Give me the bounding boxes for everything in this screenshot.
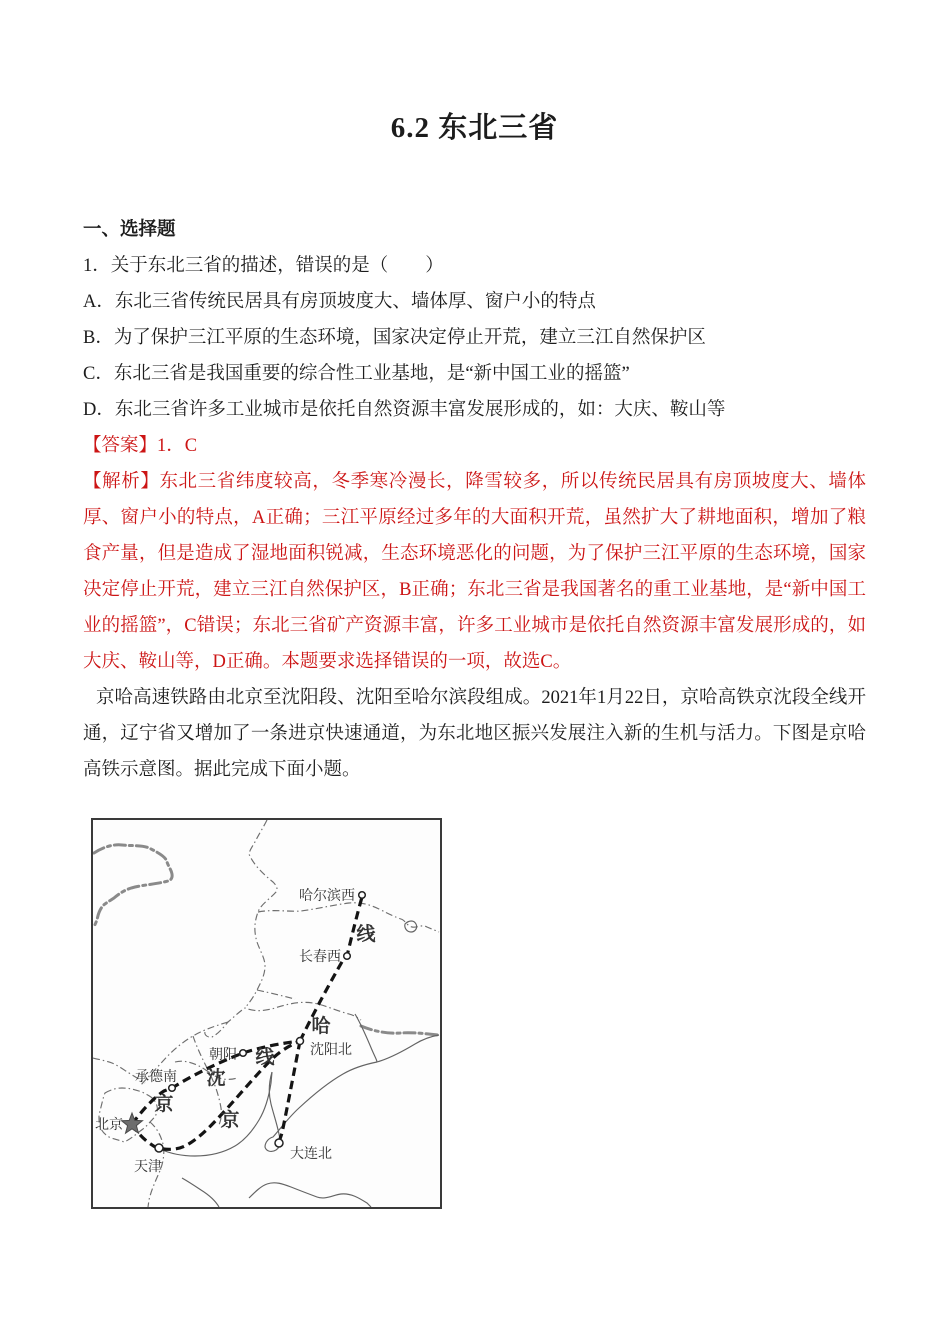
jingha-char-jing: 京 — [220, 1110, 240, 1131]
jingshen-char-jing: 京 — [154, 1094, 174, 1115]
station-marker-tianjin — [155, 1144, 163, 1152]
option-d: D．东北三省许多工业城市是依托自然资源丰富发展形成的，如：大庆、鞍山等 — [83, 400, 726, 420]
page-title: 6.2 东北三省 — [390, 112, 559, 144]
railway-map — [91, 818, 442, 1209]
railway-map-svg — [93, 820, 440, 1207]
station-marker-harbin-west — [359, 892, 366, 899]
station-label-shenyang-north: 沈阳北 — [310, 1041, 352, 1057]
jingshen-char-xian: 线 — [255, 1047, 275, 1068]
section-heading: 一、选择题 — [83, 220, 176, 240]
railway-shenda-line — [279, 1041, 300, 1142]
station-marker-dalian-north — [275, 1139, 283, 1147]
option-b: B．为了保护三江平原的生态环境，国家决定停止开荒，建立三江自然保护区 — [83, 328, 706, 348]
station-label-chaoyang: 朝阳 — [209, 1046, 237, 1062]
analysis-text: 【解析】东北三省纬度较高，冬季寒冷漫长，降雪较多，所以传统民居具有房顶坡度大、墙体厚、窗户小的特点，A正确；三江平原经过多年的大面积开荒，虽然扩大了耕地面积，增加了粮食产量，但是造成了湿地面积锐减，生态环境恶化的问题，为了保护三江平原的生态环境，国家决定停止开荒，建立三江自然保护区，B正确；东北三省是我国著名的重工业基地，是“新中国工业的摇篮”，C错误；东北三省矿产资源丰富，许多工业城市是依托自然资源丰富发展形成的，如大庆、鞍山等，D正确。本题要求选择错误的一项，故选C。 — [83, 472, 866, 672]
jingha-char-xian: 线 — [356, 924, 376, 945]
station-label-chengde-south: 承德南 — [135, 1068, 177, 1084]
railway-name-labels — [154, 922, 376, 1131]
beijing-star-icon — [122, 1113, 143, 1133]
railway-jingha-line-north — [300, 897, 362, 1041]
station-label-beijing: 北京 — [95, 1116, 123, 1132]
border-northwest-hook — [94, 845, 172, 927]
station-label-tianjin: 天津 — [134, 1158, 162, 1174]
station-marker-changchun-west — [344, 953, 351, 960]
passage-text: 京哈高速铁路由北京至沈阳段、沈阳至哈尔滨段组成。2021年1月22日，京哈高铁京沈段全线开通，辽宁省又增加了一条进京快速通道，为东北地区振兴发展注入新的生机与活力。下图是京哈高铁示意图。据此完成下面小题。 — [83, 688, 866, 780]
jingha-char-ha: 哈 — [311, 1016, 331, 1037]
question-stem: 1．关于东北三省的描述，错误的是（ ） — [83, 256, 444, 276]
border-southeast — [361, 1026, 439, 1035]
station-marker-shenyang-north — [297, 1038, 304, 1045]
option-c: C．东北三省是我国重要的综合性工业基地，是“新中国工业的摇篮” — [83, 364, 630, 384]
station-marker-chengde-south — [169, 1085, 176, 1092]
answer-text: 【答案】1．C — [83, 436, 198, 456]
station-marker-chaoyang — [240, 1050, 247, 1057]
international-borders — [94, 845, 439, 1035]
option-a: A．东北三省传统民居具有房顶坡度大、墙体厚、窗户小的特点 — [83, 292, 596, 312]
station-label-harbin-west: 哈尔滨西 — [299, 887, 355, 903]
jingshen-char-shen: 沈 — [206, 1068, 226, 1089]
station-label-changchun-west: 长春西 — [299, 948, 341, 964]
station-label-dalian-north: 大连北 — [290, 1145, 332, 1161]
